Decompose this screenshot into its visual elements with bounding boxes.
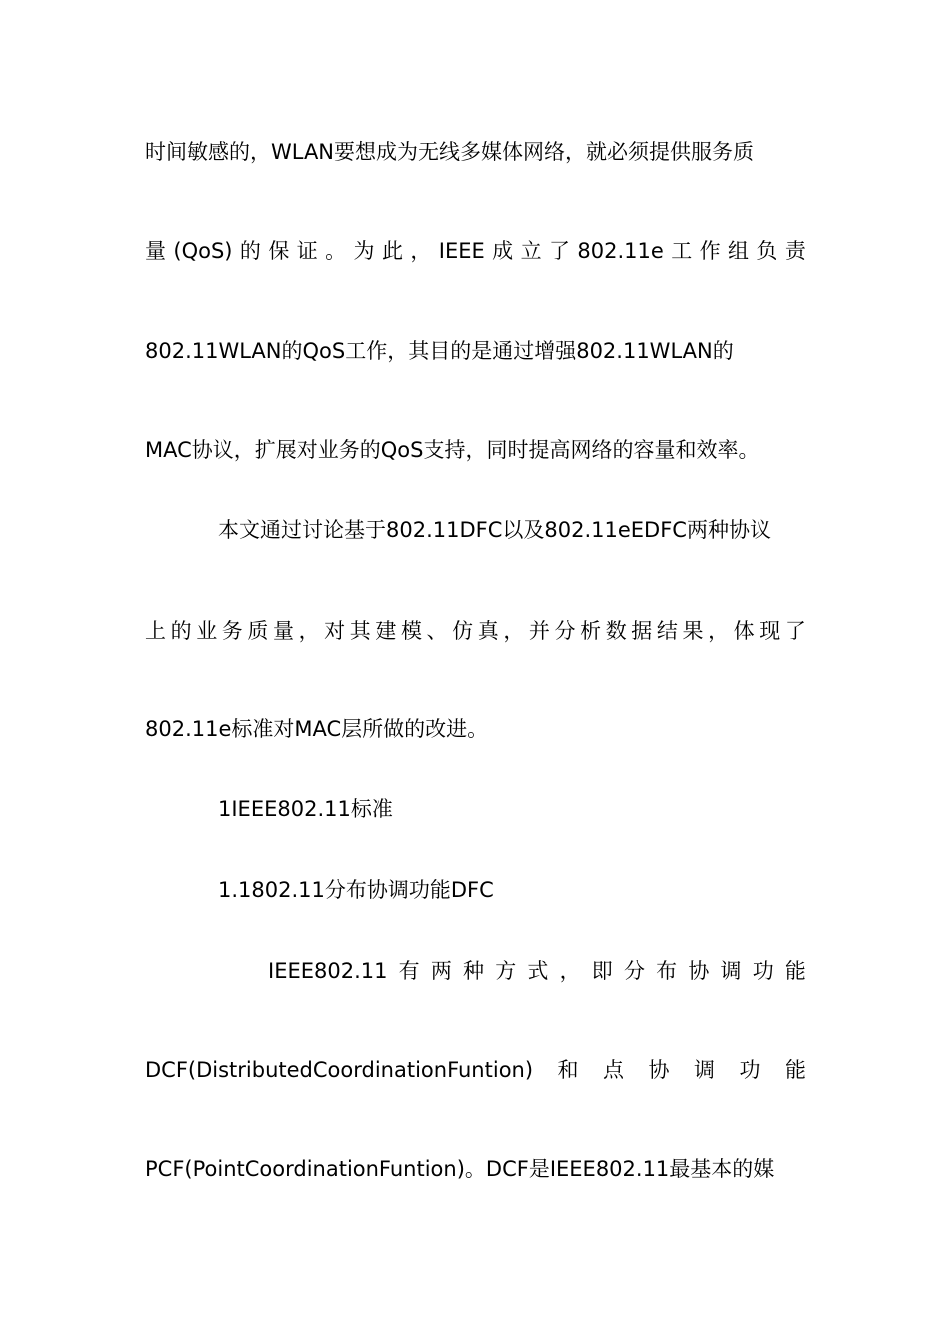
paragraph-first-line: 本文通过讨论基于802.11DFC以及802.11eEDFC两种协议 (218, 518, 771, 542)
text-token: 分 (623, 959, 645, 983)
text-token: 了 (548, 239, 570, 263)
body-text-line: PCF(PointCoordinationFuntion)。DCF是IEEE802.11最基本的媒 (145, 1157, 775, 1181)
text-token: 分 (554, 619, 576, 643)
paragraph-first-line (268, 951, 806, 991)
text-token: 对 (324, 619, 346, 643)
text-token: 调 (693, 1058, 715, 1082)
body-text-line: 802.11e标准对MAC层所做的改进。 (145, 717, 489, 741)
text-token: 、 (426, 619, 448, 643)
body-text-line (145, 231, 806, 271)
text-token: 。 (325, 239, 347, 263)
text-token: 量 (145, 239, 166, 263)
text-token: 组 (728, 239, 749, 263)
text-token: 协 (688, 959, 710, 983)
text-token: 种 (463, 959, 485, 983)
text-token: ， (708, 619, 730, 643)
text-token: 作 (699, 239, 721, 263)
text-token: 其 (349, 619, 371, 643)
text-token: 量 (272, 619, 294, 643)
body-text-line (145, 1050, 806, 1090)
text-token: 模 (400, 619, 422, 643)
text-token: 即 (591, 959, 613, 983)
text-token: 方 (495, 959, 517, 983)
body-text-line (145, 611, 806, 651)
text-token: 有 (398, 959, 420, 983)
text-token: 析 (580, 619, 602, 643)
text-token: 成 (492, 239, 514, 263)
subsection-heading: 1.1802.11分布协调功能DFC (218, 878, 494, 902)
text-token: ， (503, 619, 525, 643)
text-token: 了 (784, 619, 806, 643)
text-token: 此 (381, 239, 403, 263)
text-token: 802.11e (577, 239, 664, 263)
text-token: 功 (739, 1058, 761, 1082)
text-token: 并 (528, 619, 550, 643)
text-token: 调 (720, 959, 742, 983)
text-token: (QoS) (173, 239, 233, 263)
text-token: 布 (656, 959, 678, 983)
text-token: ， (559, 959, 581, 983)
text-token: 真 (477, 619, 499, 643)
text-token: 工 (671, 239, 693, 263)
body-text-line: MAC协议，扩展对业务的QoS支持，同时提高网络的容量和效率。 (145, 438, 760, 462)
text-token: 证 (296, 239, 318, 263)
text-token: 的 (239, 239, 261, 263)
text-token: 建 (375, 619, 397, 643)
text-token: 协 (648, 1058, 670, 1082)
text-token: 式 (527, 959, 549, 983)
text-token: 功 (752, 959, 774, 983)
text-token: 结 (656, 619, 678, 643)
text-token: 点 (603, 1058, 625, 1082)
body-text-line: 802.11WLAN的QoS工作，其目的是通过增强802.11WLAN的 (145, 339, 734, 363)
text-token: 为 (353, 239, 375, 263)
text-token: 能 (784, 1058, 806, 1082)
text-token: 数 (605, 619, 627, 643)
text-token: 责 (784, 239, 806, 263)
body-text-line: 时间敏感的，WLAN要想成为无线多媒体网络，就必须提供服务质 (145, 140, 755, 164)
text-token: DCF(DistributedCoordinationFuntion) (145, 1058, 534, 1082)
text-token: 现 (759, 619, 781, 643)
text-token: 质 (247, 619, 269, 643)
text-token: 能 (784, 959, 806, 983)
text-token: 保 (268, 239, 290, 263)
text-token: 仿 (452, 619, 474, 643)
text-token: 和 (557, 1058, 579, 1082)
text-token: IEEE (438, 239, 485, 263)
text-token: 的 (170, 619, 192, 643)
text-token: ， (298, 619, 320, 643)
text-token: 务 (221, 619, 243, 643)
text-token: 果 (682, 619, 704, 643)
text-token: 业 (196, 619, 218, 643)
text-token: 负 (756, 239, 778, 263)
section-heading: 1IEEE802.11标准 (218, 797, 393, 821)
text-token: IEEE802.11 (268, 959, 388, 983)
text-token: ， (410, 239, 432, 263)
text-token: 体 (733, 619, 755, 643)
text-token: 两 (430, 959, 452, 983)
text-token: 据 (631, 619, 653, 643)
text-token: 立 (520, 239, 542, 263)
text-token: 上 (145, 619, 166, 643)
